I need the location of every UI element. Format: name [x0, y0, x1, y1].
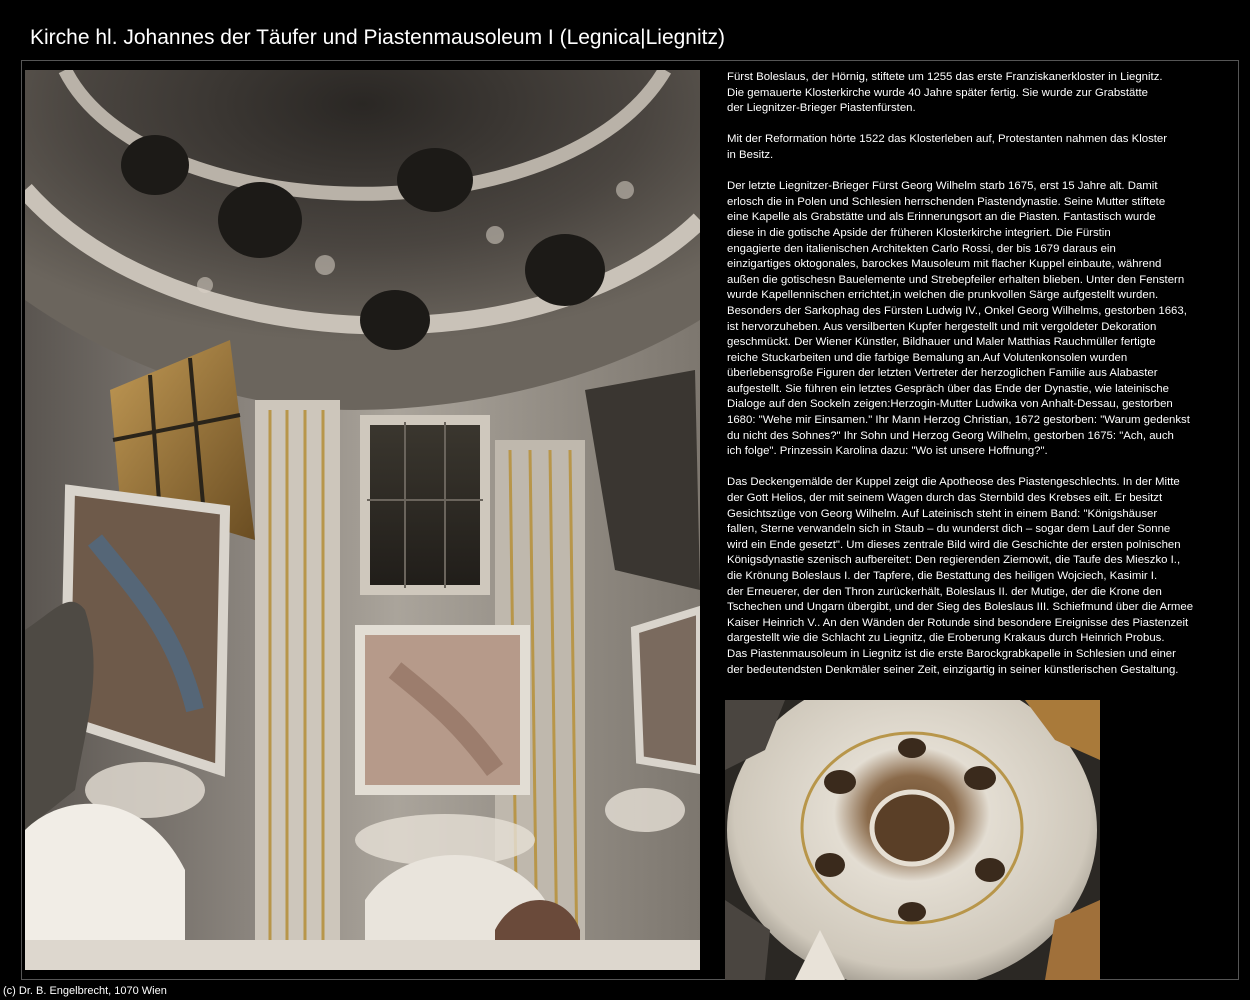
description-text	[727, 70, 1222, 678]
description-paragraph: Das Deckengemälde der Kuppel zeigt die Apotheose des Piastengeschlechts. In der Mitte der Gott Helios, der mit seinem Wagen durch das Sternbild des Krebses eilt. Er besitzt Gesichtszüge von Georg Wilhelm. Auf Lateinisch steht in einem Band: "Königshäuser fallen, Sterne verwandeln sich in Staub – du wunderst dich – sogar dem Lauf der Sonne wird ein Ende gesetzt". Um dieses zentrale Bild wird die Geschichte der ersten polnischen Königsdynastie szenisch aufbereitet: Den regierenden Ziemowit, die Taufe des Mieszko I., die Krönung Boleslaus I. der Tapfere, die Bestattung des heiligen Wojciech, Kasimir I. der Erneuerer, der den Thron zurückerhält, Boleslaus II. der Mutige, der die Krone den Tschechen und Ungarn übergibt, und der Sieg des Boleslaus III. Schiefmund über die Armee Kaiser Heinrich V.. An den Wänden der Rotunde sind besondere Ereignisse des Piastenzeit dargestellt wie die Schlacht zu Liegnitz, die Eroberung Krakaus durch Heinrich Probus. Das Piastenmausoleum in Liegnitz ist die erste Barockgrabkapelle in Schlesien und einer der bedeutendsten Denkmäler seiner Zeit, einzigartig in seiner künstlerischen Gestaltung.	[727, 476, 1194, 676]
description-paragraph: Mit der Reformation hörte 1522 das Klosterleben auf, Protestanten nahmen das Kloster in Besitz.	[727, 133, 1168, 161]
dome-ceiling-photo	[725, 700, 1100, 980]
description-paragraph: Der letzte Liegnitzer-Brieger Fürst Georg Wilhelm starb 1675, erst 15 Jahre alt. Damit erlosch die in Polen und Schlesien herrschenden Piastendynastie. Seine Mutter stiftete eine Kapelle als Grabstätte und als Erinnerungsort an die Piasten. Fantastisch wurde diese in die gotische Apside der früheren Klosterkirche integriert. Die Fürstin engagierte den italienischen Architekten Carlo Rossi, der bis 1679 daraus ein einzigartiges oktogonales, barockes Mausoleum mit flacher Kuppel einbaute, während außen die gotischesn Bauelemente und Strebepfeiler erhalten blieben. Unter den Fenstern wurde Kapellennischen errichtet,in welchen die prunkvollen Särge aufgestellt wurden. Besonders der Sarkophag des Fürsten Ludwig IV., Onkel Georg Wilhelms, gestorben 1663, ist hervorzuheben. Aus versilberten Kupfer hergestellt und mit vergoldeter Dekoration geschmückt. Der Wiener Künstler, Bildhauer und Maler Matthias Rauchmüller fertigte reiche Stuckarbeiten und die farbige Bemalung an.Auf Volutenkonsolen wurden überlebensgroße Figuren der letzten Vertreter der herzoglichen Familie aus Alabaster aufgestellt. Sie führen ein letztes Gespräch über das Ende der Dynastie, wie lateinische Dialoge auf den Sockeln zeigen:Herzogin-Mutter Ludwika von Anhalt-Dessau, gestorben 1680: "Wehe mir Einsamen." Ihr Mann Herzog Christian, 1672 gestorben: "Warum gedenkst du nicht des Sohnes?" Ihr Sohn und Herzog Georg Wilhelm, gestorben 1675: "Ach, auch ich folge". Prinzessin Karolina dazu: "Wo ist unsere Hoffnung?".	[727, 180, 1190, 458]
description-paragraph: Fürst Boleslaus, der Hörnig, stiftete um 1255 das erste Franziskanerkloster in Liegnitz. Die gemauerte Klosterkirche wurde 40 Jahre später fertig. Sie wurde zur Grabstätte der Liegnitzer-Brieger Piastenfürsten.	[727, 71, 1163, 115]
copyright-notice: (c) Dr. B. Engelbrecht, 1070 Wien	[3, 985, 167, 997]
mausoleum-interior-photo	[25, 70, 700, 970]
page-title: Kirche hl. Johannes der Täufer und Piastenmausoleum I (Legnica|Liegnitz)	[30, 26, 725, 49]
